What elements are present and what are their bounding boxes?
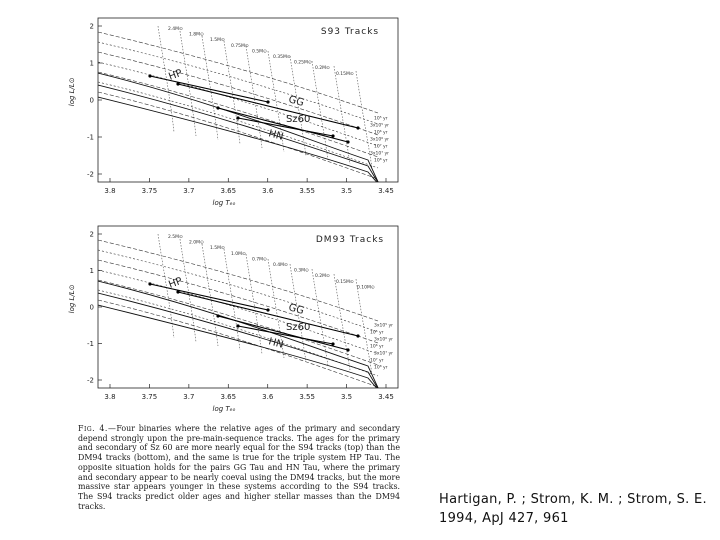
mass-label: 0.15M⊙: [336, 71, 354, 77]
figure-panel-top: [58, 12, 403, 212]
mass-label: 1.5M⊙: [210, 246, 225, 252]
x-tick-label: 3.5: [341, 187, 353, 195]
isochrone: [98, 280, 378, 365]
star-point: [148, 74, 151, 77]
plot-frame: [98, 18, 398, 182]
mass-label: 0.7M⊙: [252, 257, 267, 263]
star-point: [266, 308, 269, 311]
mass-label: 2.5M⊙: [168, 235, 183, 240]
mass-label: 0.25M⊙: [294, 60, 312, 66]
plot-frame: [98, 226, 398, 388]
binary-star-label: GG: [287, 94, 306, 109]
age-label: 3x10⁷ yr: [374, 351, 393, 357]
y-tick-label: 1: [89, 267, 94, 275]
star-point: [331, 134, 334, 137]
star-point: [148, 282, 151, 285]
mass-track: [246, 254, 262, 354]
y-tick-label: -1: [87, 133, 94, 142]
binary-star-label: HP: [167, 275, 184, 291]
star-point: [356, 334, 359, 337]
mass-label: 0.35M⊙: [273, 55, 291, 60]
x-tick-label: 3.5: [341, 393, 353, 401]
x-tick-label: 3.75: [141, 393, 158, 401]
x-tick-label: 3.65: [220, 187, 237, 195]
star-point: [331, 342, 334, 345]
y-tick-label: 2: [89, 22, 94, 31]
y-tick-label: -2: [87, 170, 94, 179]
mass-track: [246, 46, 262, 148]
mass-track: [224, 249, 240, 350]
age-label: 3x10⁵ yr: [374, 323, 393, 329]
star-point: [216, 106, 219, 109]
figure-panel-bottom: [58, 220, 403, 418]
y-axis-label: log L/L⊙: [68, 77, 76, 107]
x-tick-label: 3.7: [183, 187, 195, 195]
age-label: 10⁶ yr: [374, 130, 388, 136]
caption-body: Four binaries where the relative ages of the primary and secondary depend strongly upon the pre-main-sequence tracks. The ages for the primary and secondary of Sz 60 are more nearly equal for the S94 tracks (top) than the DM94 tracks (bottom), and the same is true for the triple system HP Tau. The opposite situation holds for the pairs GG Tau and HN Tau, where the primary and secondary appear to be nearly coeval using the DM94 tracks, but the more massive star appears younger in these systems according to the S94 tracks. The S94 tracks predict older ages and higher stellar masses than the DM94 tracks.: [78, 424, 401, 511]
y-tick-label: 1: [89, 59, 94, 68]
mass-label: 1.8M⊙: [189, 32, 204, 38]
age-label: 10⁷ yr: [374, 144, 388, 150]
mass-label: 1.5M⊙: [210, 38, 225, 44]
mass-label: 2.0M⊙: [189, 240, 204, 246]
figure-number: Fig. 4.—: [78, 424, 117, 433]
isochrone: [98, 250, 378, 332]
x-tick-label: 3.75: [141, 187, 158, 195]
citation-journal: 1994, ApJ 427, 961: [439, 511, 569, 526]
binary-star-label: Sz60: [286, 322, 311, 333]
x-axis-label: log Tₑₒ: [212, 405, 236, 413]
age-label: 3x10⁷ yr: [370, 151, 389, 157]
y-tick-label: 0: [89, 96, 94, 105]
star-point: [266, 100, 269, 103]
x-tick-label: 3.6: [262, 187, 274, 195]
binary-star-label: GG: [287, 302, 306, 317]
y-tick-label: 2: [89, 230, 94, 239]
isochrone: [98, 42, 378, 124]
hr-diagram-bottom: [58, 220, 403, 418]
citation-authors: Hartigan, P. ; Strom, K. M. ; Strom, S. E.: [439, 492, 707, 507]
age-label: 3x10⁵ yr: [370, 123, 389, 129]
binary-star-label: HN: [267, 128, 285, 143]
binary-star-label: HN: [267, 336, 285, 351]
x-tick-label: 3.6: [262, 393, 274, 401]
star-point: [346, 140, 349, 143]
star-point: [346, 348, 349, 351]
age-label: 3x10⁶ yr: [370, 137, 389, 143]
track-group: [98, 26, 380, 186]
isochrone: [98, 300, 378, 387]
tracks-title: DM93 Tracks: [315, 235, 385, 245]
age-label: 3x10⁶ yr: [374, 337, 393, 343]
mass-label: 0.4M⊙: [273, 263, 288, 268]
star-point: [216, 314, 219, 317]
star-point: [356, 126, 359, 129]
age-label: 10⁸ yr: [374, 365, 388, 371]
x-tick-label: 3.8: [104, 187, 116, 195]
citation: [439, 490, 709, 528]
age-label: 10⁸ yr: [374, 158, 388, 164]
age-label: 10⁷ yr: [370, 358, 384, 364]
x-tick-label: 3.65: [220, 393, 237, 401]
x-tick-label: 3.55: [299, 393, 315, 401]
hr-diagram-top: [58, 12, 403, 212]
x-tick-label: 3.45: [378, 187, 394, 195]
mass-label: 0.10M⊙: [357, 285, 375, 291]
figure-caption: [78, 424, 400, 511]
mass-label: 0.75M⊙: [231, 43, 249, 49]
binary-star-label: Sz60: [286, 114, 311, 125]
star-point: [236, 324, 239, 327]
binary-connector: [150, 284, 268, 310]
star-point: [176, 290, 179, 293]
age-label: 10⁵ yr: [370, 330, 384, 336]
x-tick-label: 3.45: [378, 393, 394, 401]
x-tick-label: 3.55: [299, 187, 315, 195]
isochrone: [98, 92, 378, 179]
binary-connector: [150, 76, 268, 102]
x-tick-label: 3.7: [183, 393, 195, 401]
y-axis-label: log L/L⊙: [68, 284, 76, 314]
star-point: [176, 82, 179, 85]
mass-label: 1.0M⊙: [231, 251, 246, 257]
x-axis-label: log Tₑₒ: [212, 199, 236, 207]
mass-label: 2.4M⊙: [168, 27, 183, 32]
y-tick-label: -2: [87, 376, 94, 385]
main-sequence-curve: [98, 85, 380, 186]
y-tick-label: -1: [87, 340, 94, 348]
track-group: [98, 234, 380, 392]
x-tick-label: 3.8: [104, 393, 116, 401]
binary-star-label: HP: [167, 67, 184, 83]
mass-label: 0.2M⊙: [315, 66, 330, 72]
age-label: 10⁵ yr: [374, 116, 388, 122]
tracks-title: S93 Tracks: [320, 27, 380, 37]
mass-label: 0.15M⊙: [336, 279, 354, 285]
mass-label: 0.5M⊙: [252, 49, 267, 55]
mass-label: 0.3M⊙: [294, 268, 309, 274]
age-label: 10⁶ yr: [370, 344, 384, 350]
star-point: [236, 116, 239, 119]
mass-label: 0.2M⊙: [315, 274, 330, 280]
y-tick-label: 0: [89, 303, 94, 312]
